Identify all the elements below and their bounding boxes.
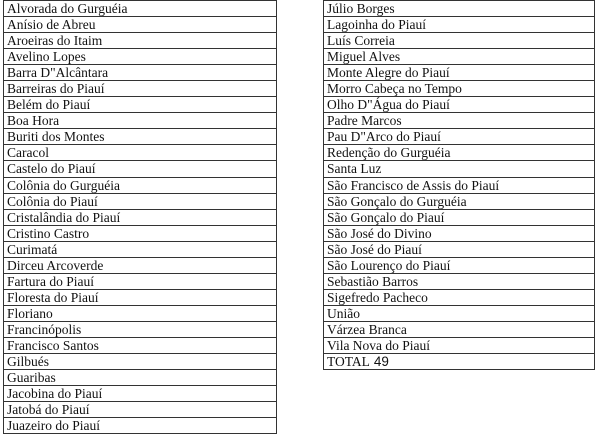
municipality-name: Floriano (4, 305, 277, 321)
table-row (4, 418, 277, 434)
table-row (4, 1, 277, 17)
municipality-name: União (324, 305, 595, 321)
table-row (4, 386, 277, 402)
municipality-name: Colônia do Piauí (4, 193, 277, 209)
table-row (4, 17, 277, 33)
table-row (4, 354, 277, 370)
table-row (324, 145, 595, 161)
municipality-name: Caracol (4, 145, 277, 161)
total-cell (324, 354, 595, 370)
table-row (4, 33, 277, 49)
municipality-name: Avelino Lopes (4, 49, 277, 65)
table-row (4, 289, 277, 305)
table-row (4, 97, 277, 113)
municipality-name: São Francisco de Assis do Piauí (324, 177, 595, 193)
table-row (324, 97, 595, 113)
municipality-name: Francisco Santos (4, 337, 277, 353)
table-row (4, 161, 277, 177)
table-row (324, 225, 595, 241)
table-row (4, 305, 277, 321)
table-row (324, 321, 595, 337)
municipality-name: Aroeiras do Itaim (4, 33, 277, 49)
municipality-name: Boa Hora (4, 113, 277, 129)
municipality-name: Santa Luz (324, 161, 595, 177)
municipality-name: Pau D"Arco do Piauí (324, 129, 595, 145)
total-value: 49 (373, 354, 389, 370)
table-row (4, 257, 277, 273)
municipality-name: Cristino Castro (4, 225, 277, 241)
table-row (4, 241, 277, 257)
municipality-name: Miguel Alves (324, 49, 595, 65)
municipality-name: Jatobá do Piauí (4, 402, 277, 418)
total-label: TOTAL (327, 354, 370, 370)
municipality-name: Fartura do Piauí (4, 273, 277, 289)
table-row (324, 241, 595, 257)
municipalities-table-right (323, 0, 595, 370)
municipality-name: Júlio Borges (324, 1, 595, 17)
table-row (324, 209, 595, 225)
municipality-name: Morro Cabeça no Tempo (324, 81, 595, 97)
municipality-name: Anísio de Abreu (4, 17, 277, 33)
table-row (324, 177, 595, 193)
table-right (323, 0, 595, 370)
municipality-name: Monte Alegre do Piauí (324, 65, 595, 81)
municipality-name: Vila Nova do Piauí (324, 337, 595, 353)
table-row (324, 17, 595, 33)
table-row (4, 193, 277, 209)
municipality-name: Curimatá (4, 241, 277, 257)
table-row (4, 81, 277, 97)
municipality-name: São Gonçalo do Gurguéia (324, 193, 595, 209)
table-row (324, 113, 595, 129)
municipality-name: Floresta do Piauí (4, 289, 277, 305)
table-row (324, 81, 595, 97)
table-row (324, 49, 595, 65)
table-row (4, 370, 277, 386)
municipality-name: Buriti dos Montes (4, 129, 277, 145)
municipality-name: Barra D"Alcântara (4, 65, 277, 81)
table-row (4, 273, 277, 289)
table-row (324, 289, 595, 305)
municipality-name: Olho D"Água do Piauí (324, 97, 595, 113)
table-row (4, 321, 277, 337)
municipality-name: Redenção do Gurguéia (324, 145, 595, 161)
municipality-name: Barreiras do Piauí (4, 81, 277, 97)
table-row (4, 402, 277, 418)
municipality-name: Colônia do Gurguéia (4, 177, 277, 193)
municipality-name: Jacobina do Piauí (4, 386, 277, 402)
table-row (324, 273, 595, 289)
table-left (3, 0, 277, 434)
table-row (4, 65, 277, 81)
table-row (324, 257, 595, 273)
municipality-name: São Lourenço do Piauí (324, 257, 595, 273)
table-row (4, 113, 277, 129)
municipality-name: Castelo do Piauí (4, 161, 277, 177)
municipality-name: Gilbués (4, 354, 277, 370)
table-total-section (324, 354, 595, 370)
municipality-name: Várzea Branca (324, 321, 595, 337)
table-row (4, 49, 277, 65)
table-row (324, 161, 595, 177)
table-left-body (4, 1, 277, 434)
municipality-name: Francinópolis (4, 321, 277, 337)
table-row (4, 225, 277, 241)
table-row (324, 193, 595, 209)
table-row (324, 33, 595, 49)
table-row (4, 337, 277, 353)
municipality-name: Sebastião Barros (324, 273, 595, 289)
municipality-name: Lagoinha do Piauí (324, 17, 595, 33)
municipality-name: Juazeiro do Piauí (4, 418, 277, 434)
table-right-body (324, 1, 595, 354)
table-row (4, 209, 277, 225)
municipality-name: São José do Divino (324, 225, 595, 241)
table-row (4, 177, 277, 193)
municipality-name: Guaribas (4, 370, 277, 386)
municipality-name: Padre Marcos (324, 113, 595, 129)
table-row (324, 129, 595, 145)
table-row (324, 1, 595, 17)
municipality-name: Belém do Piauí (4, 97, 277, 113)
municipality-name: Sigefredo Pacheco (324, 289, 595, 305)
total-row (324, 354, 595, 370)
municipality-name: Cristalândia do Piauí (4, 209, 277, 225)
table-row (324, 305, 595, 321)
municipality-name: Luís Correia (324, 33, 595, 49)
table-row (324, 65, 595, 81)
municipalities-table-left (3, 0, 277, 434)
municipality-name: Dirceu Arcoverde (4, 257, 277, 273)
municipality-name: São Gonçalo do Piauí (324, 209, 595, 225)
table-row (324, 337, 595, 353)
table-row (4, 145, 277, 161)
municipality-name: Alvorada do Gurguéia (4, 1, 277, 17)
municipality-name: São José do Piauí (324, 241, 595, 257)
table-row (4, 129, 277, 145)
